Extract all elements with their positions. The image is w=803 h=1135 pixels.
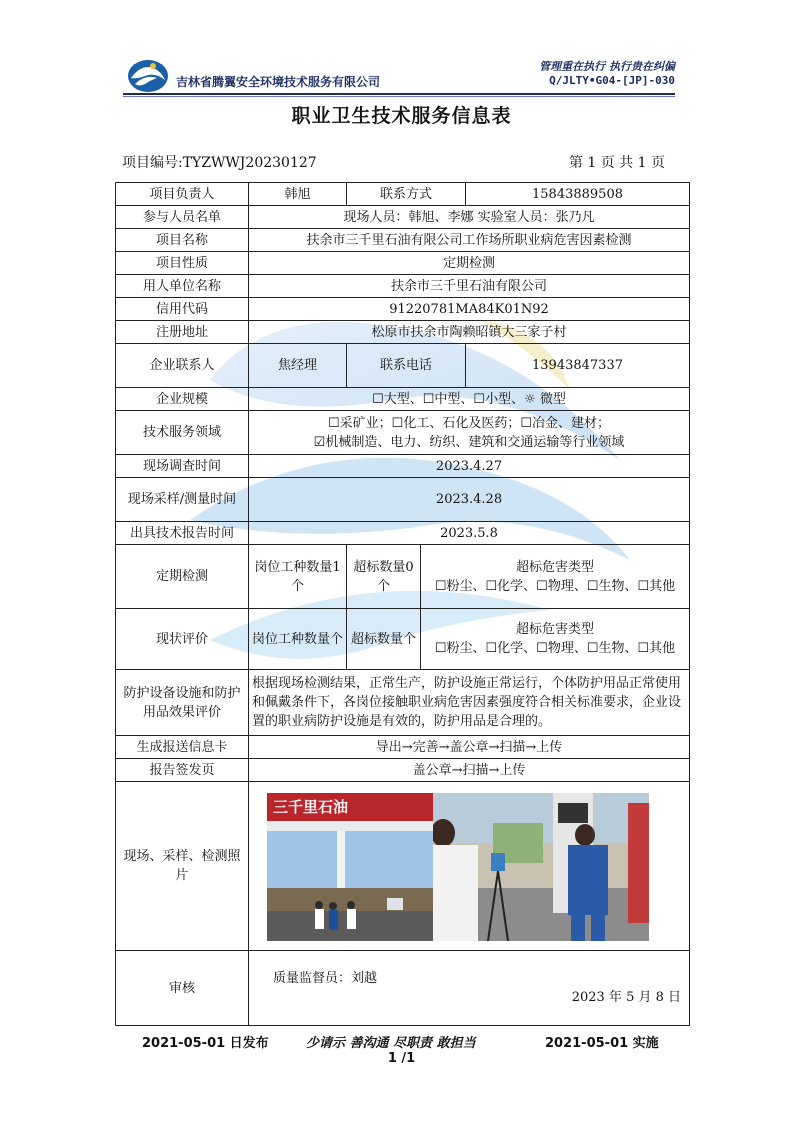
periodic-hazard-title: 超标危害类型 [516, 559, 595, 575]
members-value: 现场人员：韩旭、李娜 实验室人员：张乃凡 [249, 206, 690, 229]
info-card-value: 导出→完善→盖公章→扫描→上传 [249, 736, 690, 759]
row-leader [116, 183, 690, 206]
row-info-card [116, 736, 690, 759]
company-logo-icon [127, 58, 169, 94]
review-label: 审核 [116, 951, 249, 1026]
report-issue-label: 报告签发页 [116, 759, 249, 782]
row-report-time [116, 522, 690, 545]
contact-label: 联系方式 [347, 183, 466, 206]
row-project-name [116, 229, 690, 252]
row-protection-evaluation [116, 670, 690, 736]
status-hazard-options: ☐粉尘、☐化学、☐物理、☐生物、☐其他 [434, 641, 676, 656]
status-hazard-types [421, 609, 690, 670]
page-title: 职业卫生技术服务信息表 [291, 105, 512, 127]
periodic-check-label: 定期检测 [116, 545, 249, 609]
footer-published: 2021-05-01 日发布 [142, 1036, 269, 1051]
nature-value: 定期检测 [249, 252, 690, 275]
row-service-field [116, 411, 690, 455]
status-exceed-count: 超标数量个 [347, 609, 421, 670]
periodic-exceed-count: 超标数量0个 [347, 545, 421, 609]
employer-label: 用人单位名称 [116, 275, 249, 298]
project-number: 项目编号:TYZWWJ20230127 [122, 155, 317, 171]
report-time-value: 2023.5.8 [249, 522, 690, 545]
status-evaluation-label: 现状评价 [116, 609, 249, 670]
enterprise-contact-label: 企业联系人 [116, 344, 249, 388]
header-divider [123, 93, 675, 95]
footer-motto: 少请示 善沟通 尽职责 敢担当 [306, 1036, 476, 1051]
address-label: 注册地址 [116, 321, 249, 344]
leader-label: 项目负责人 [116, 183, 249, 206]
header-slogan: 管理重在执行 执行贵在纠偏 [539, 60, 675, 73]
review-cell [249, 951, 690, 1026]
status-hazard-title: 超标危害类型 [516, 622, 595, 637]
members-label: 参与人员名单 [116, 206, 249, 229]
phone-value: 13943847337 [466, 344, 690, 388]
report-issue-value: 盖公章→扫描→上传 [249, 759, 690, 782]
service-field-value [249, 411, 690, 455]
gas-station-photo [267, 793, 433, 941]
employer-value: 扶余市三千里石油有限公司 [249, 275, 690, 298]
review-date: 2023 年 5 月 8 日 [571, 990, 682, 1005]
row-sampling-time [116, 478, 690, 522]
row-scale [116, 388, 690, 411]
row-employer [116, 275, 690, 298]
photos-label: 现场、采样、检测照片 [116, 782, 249, 951]
service-field-line1: ☐采矿业；☐化工、石化及医药；☐冶金、建材； [328, 415, 610, 431]
scale-label: 企业规模 [116, 388, 249, 411]
project-name-value: 扶余市三千里石油有限公司工作场所职业病危害因素检测 [249, 229, 690, 252]
row-enterprise-contact [116, 344, 690, 388]
photos-container [249, 782, 689, 932]
row-nature [116, 252, 690, 275]
station-sign-text: 三千里石油 [273, 798, 349, 816]
leader-value: 韩旭 [249, 183, 347, 206]
periodic-hazard-types [421, 545, 690, 609]
sampling-time-value: 2023.4.28 [249, 478, 690, 522]
company-name: 吉林省腾翼安全环境技术服务有限公司 [176, 75, 381, 89]
enterprise-contact-value: 焦经理 [249, 344, 347, 388]
survey-time-label: 现场调查时间 [116, 455, 249, 478]
info-card-label: 生成报送信息卡 [116, 736, 249, 759]
nature-label: 项目性质 [116, 252, 249, 275]
sampling-photo [433, 793, 649, 941]
row-periodic-check [116, 545, 690, 609]
row-members [116, 206, 690, 229]
credit-label: 信用代码 [116, 298, 249, 321]
periodic-hazard-options: ☐粉尘、☐化学、☐物理、☐生物、☐其他 [434, 578, 676, 594]
photos-cell [249, 782, 690, 951]
periodic-post-count: 岗位工种数量1个 [249, 545, 347, 609]
row-survey-time [116, 455, 690, 478]
footer-page-number: 1 /1 [387, 1051, 416, 1066]
credit-value: 91220781MA84K01N92 [249, 298, 690, 321]
row-photos [116, 782, 690, 951]
row-credit [116, 298, 690, 321]
sampling-time-label: 现场采样/测量时间 [116, 478, 249, 522]
row-status-evaluation [116, 609, 690, 670]
footer-effective: 2021-05-01 实施 [545, 1036, 659, 1051]
address-value: 松原市扶余市陶赖昭镇大三家子村 [249, 321, 690, 344]
protection-evaluation-label: 防护设备设施和防护用品效果评价 [116, 670, 249, 736]
page-indicator: 第 1 页 共 1 页 [568, 155, 665, 171]
phone-label: 联系电话 [347, 344, 466, 388]
protection-evaluation-value: 根据现场检测结果，正常生产，防护设施正常运行，个体防护用品正常使用和佩戴条件下，各岗位接触职业病危害因素强度符合相关标准要求，企业设置的职业病防护设施是有效的，防护用品是合理的。 [249, 670, 690, 736]
row-review [116, 951, 690, 1026]
contact-value: 15843889508 [466, 183, 690, 206]
info-table [115, 182, 690, 1026]
survey-time-value: 2023.4.27 [249, 455, 690, 478]
status-post-count: 岗位工种数量个 [249, 609, 347, 670]
report-time-label: 出具技术报告时间 [116, 522, 249, 545]
project-name-label: 项目名称 [116, 229, 249, 252]
row-address [116, 321, 690, 344]
service-field-label: 技术服务领域 [116, 411, 249, 455]
document-code: Q/JLTY•G04-[JP]-030 [549, 74, 675, 87]
service-field-line2: ☑机械制造、电力、纺织、建筑和交通运输等行业领域 [313, 434, 625, 450]
header-divider-thin [123, 96, 675, 97]
scale-value: ☐大型、☐中型、☐小型、☼ 微型 [249, 388, 690, 411]
row-report-issue [116, 759, 690, 782]
quality-supervisor: 质量监督员：刘越 [273, 971, 378, 986]
